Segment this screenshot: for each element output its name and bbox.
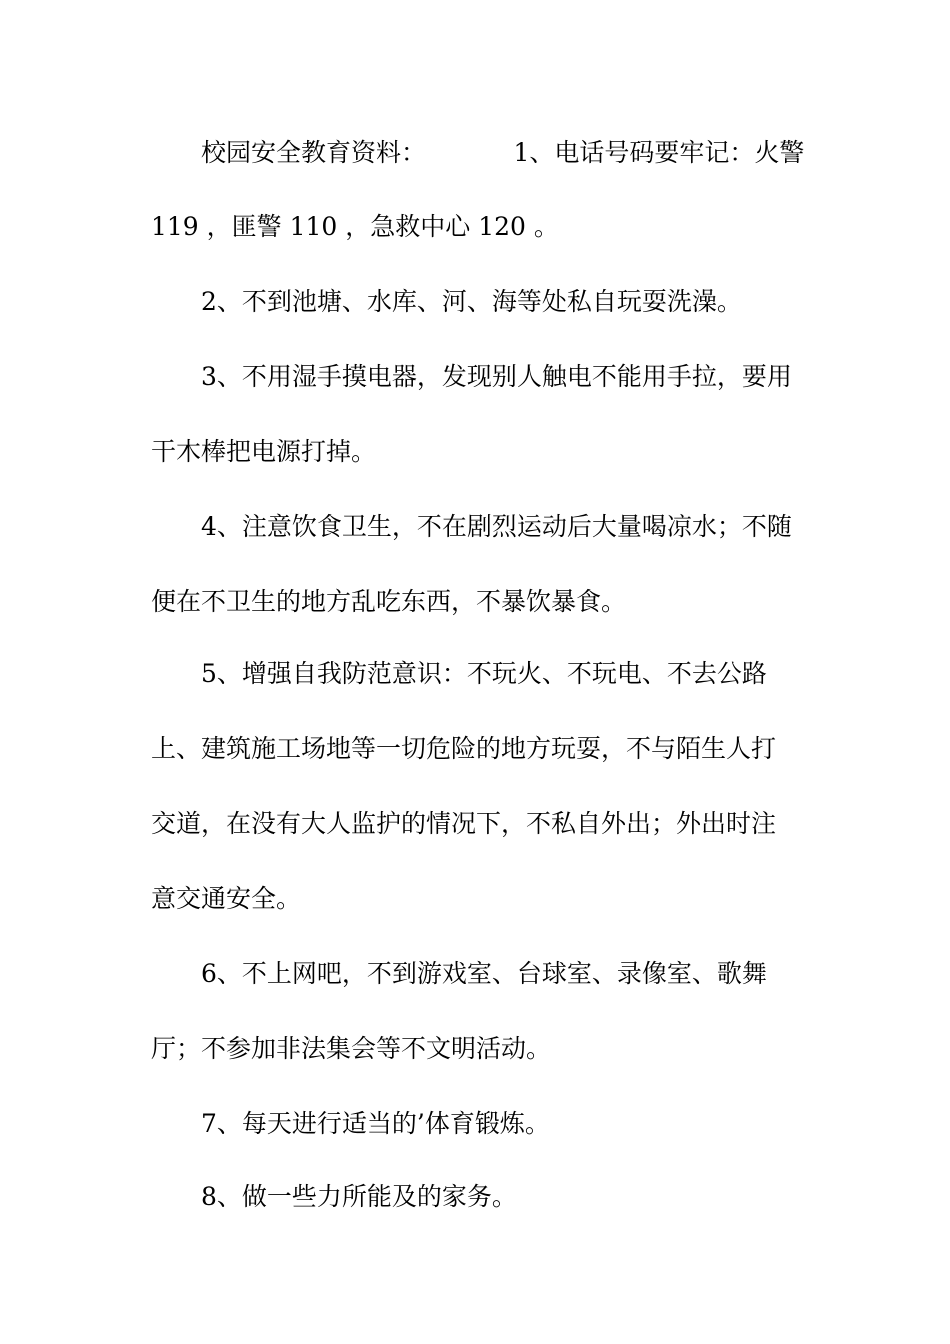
text-line: 7、每天进行适当的’体育锻炼。 [201,1109,550,1138]
text-line: 干木棒把电源打掉。 [151,437,377,466]
text-line: 8、做一些力所能及的家务。 [201,1182,517,1211]
text-line: 3、不用湿手摸电器，发现别人触电不能用手拉，要用 [201,362,792,391]
text-line: 交道，在没有大人监护的情况下，不私自外出；外出时注 [151,809,777,838]
text-line: 意交通安全。 [151,884,302,913]
text-line: 2、不到池塘、水库、河、海等处私自玩耍洗澡。 [201,287,742,316]
text-line: 5、增强自我防范意识：不玩火、不玩电、不去公路 [201,659,767,688]
text-line: 上、建筑施工场地等一切危险的地方玩耍，不与陌生人打 [151,734,777,763]
text-line: 厅；不参加非法集会等不文明活动。 [151,1034,552,1063]
text-line: 校园安全教育资料： 1、电话号码要牢记：火警 [201,138,805,167]
text-line: 6、不上网吧，不到游戏室、台球室、录像室、歌舞 [201,959,767,988]
text-line: 119 ，匪警 110 ，急救中心 120 。 [151,212,559,241]
text-line: 4、注意饮食卫生，不在剧烈运动后大量喝凉水；不随 [201,512,792,541]
text-line: 便在不卫生的地方乱吃东西，不暴饮暴食。 [151,587,627,616]
